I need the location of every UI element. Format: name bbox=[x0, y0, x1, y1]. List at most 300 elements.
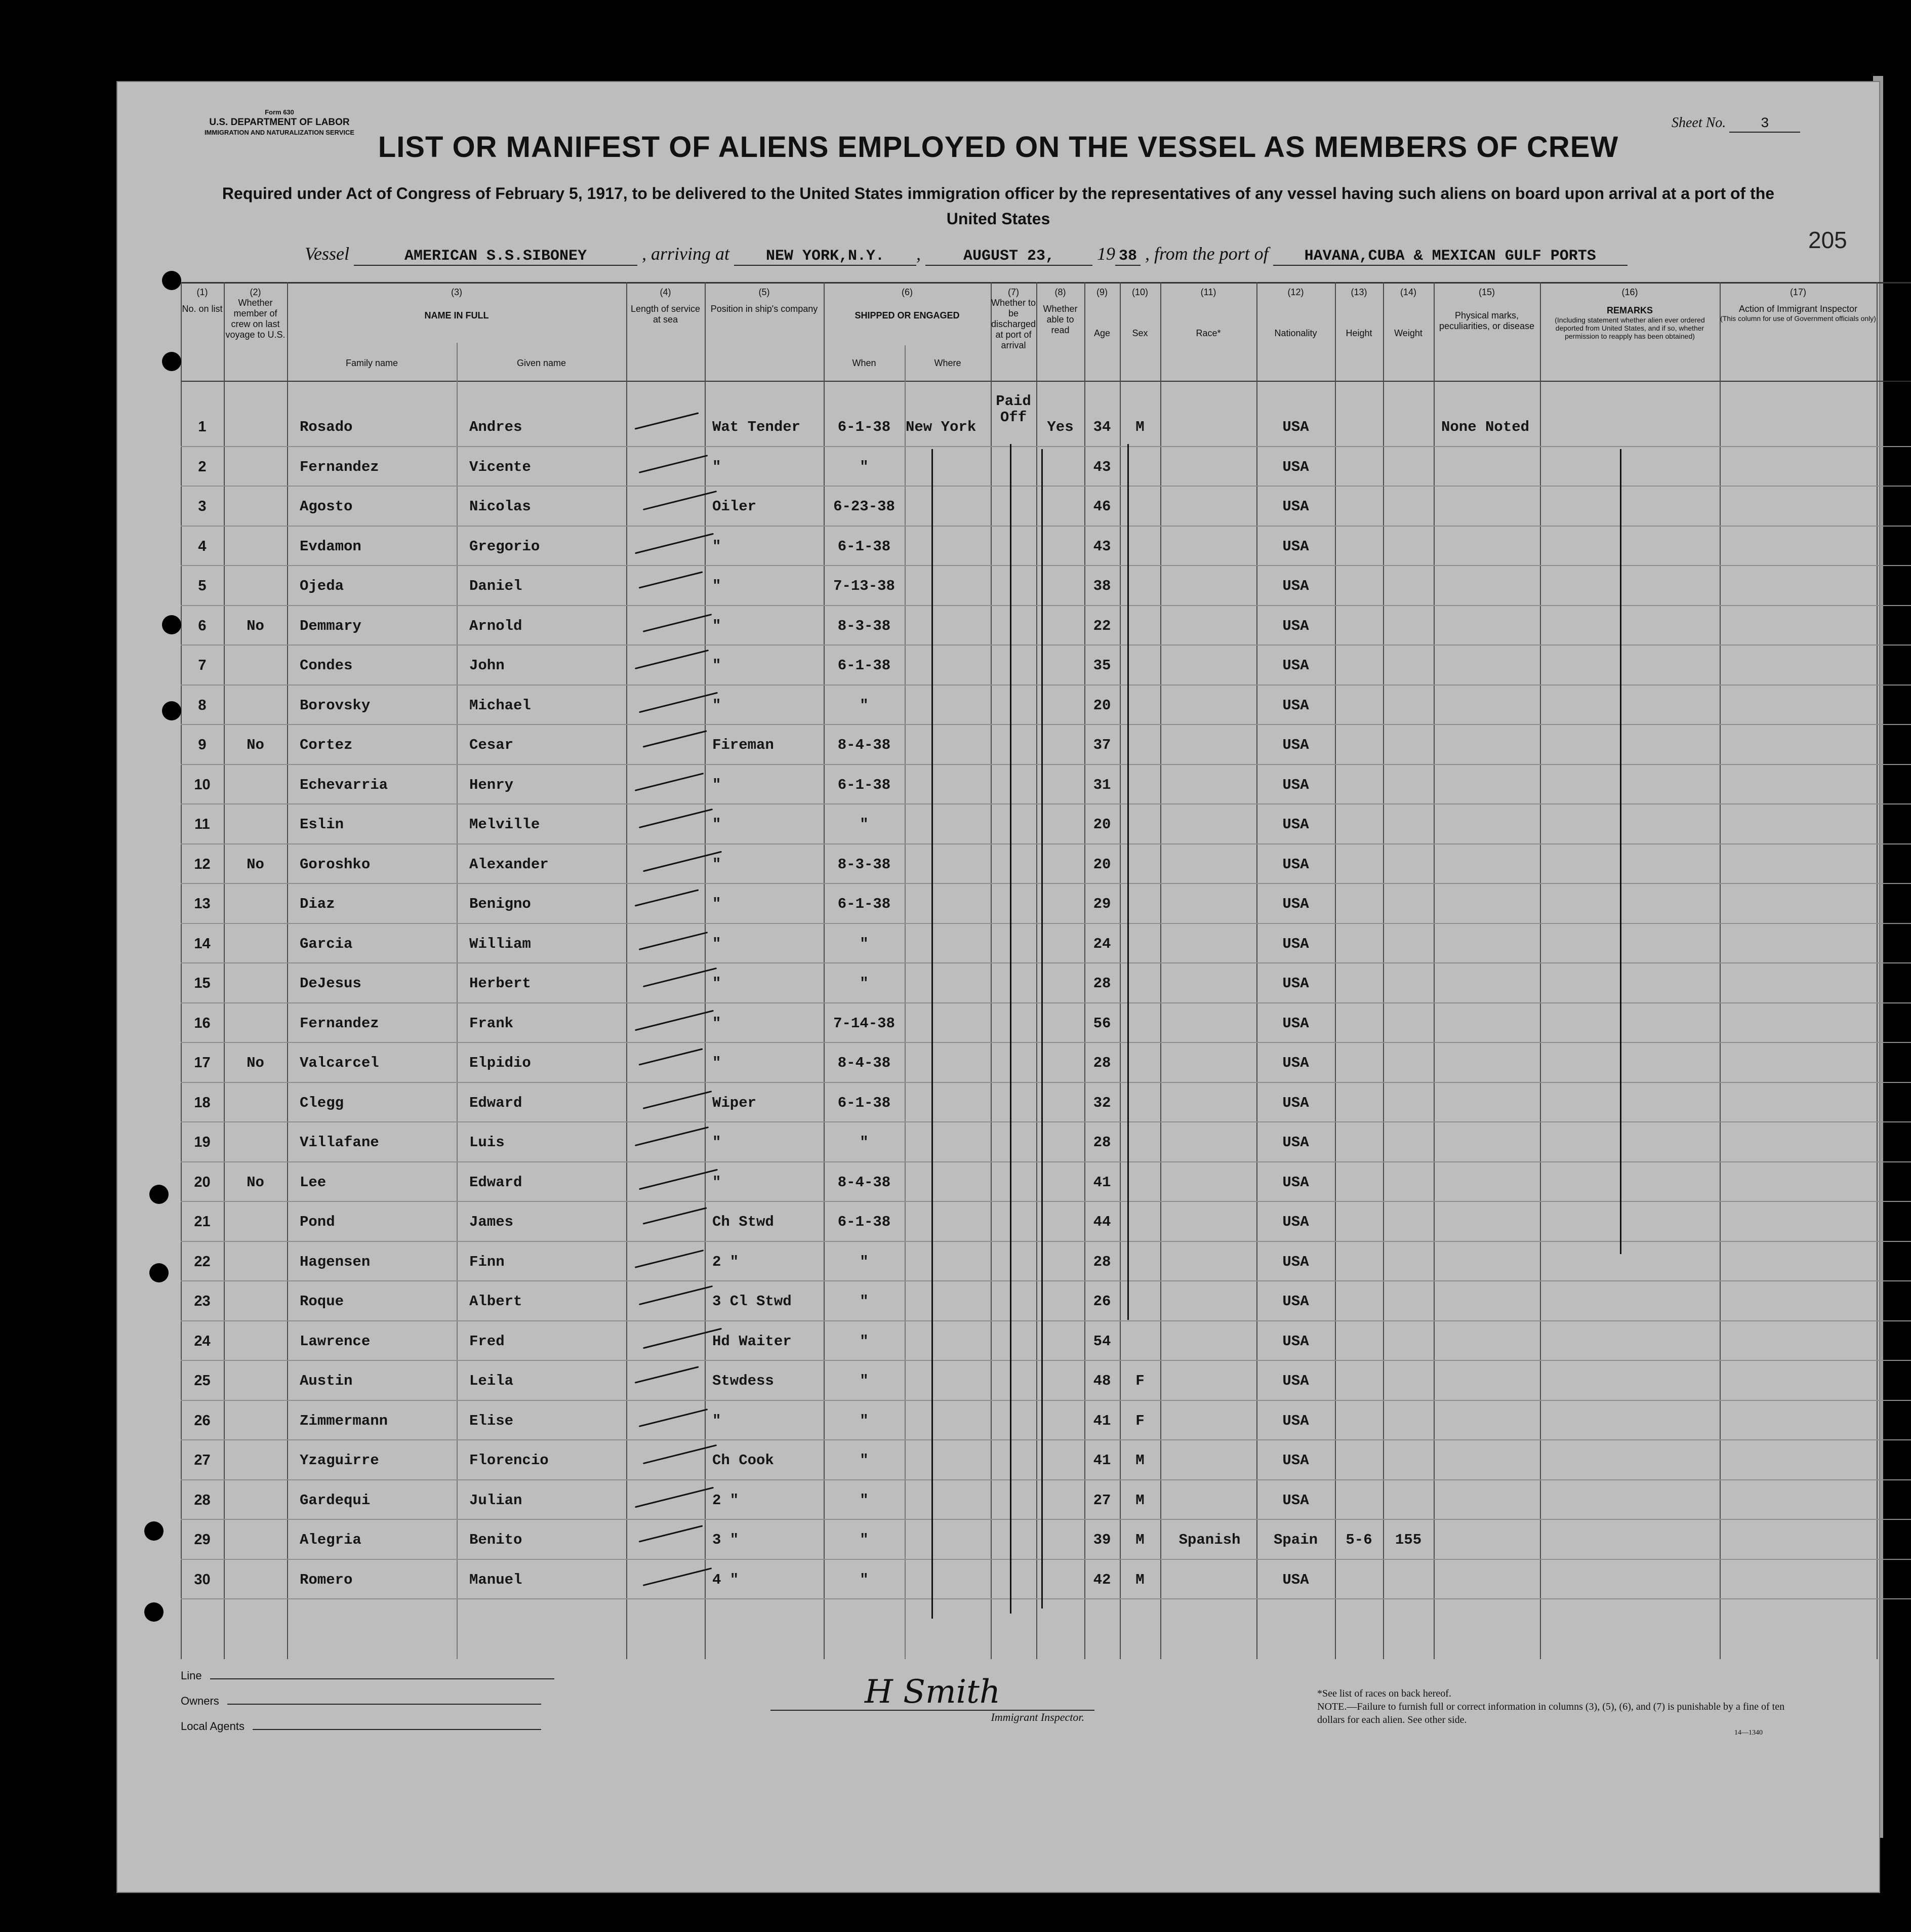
department-name: U.S. DEPARTMENT OF LABOR bbox=[209, 117, 350, 128]
cell-nationality: USA bbox=[1282, 1134, 1309, 1151]
cell-position: " bbox=[712, 1412, 721, 1429]
row-rule bbox=[181, 724, 1911, 725]
cell-family: Cortez bbox=[300, 737, 353, 753]
cell-family: Ojeda bbox=[300, 578, 344, 594]
cell-weight: 155 bbox=[1395, 1532, 1422, 1548]
cell-position: " bbox=[712, 458, 721, 475]
cell-when: " bbox=[860, 935, 869, 952]
cell-nationality: USA bbox=[1282, 1412, 1309, 1429]
row-rule bbox=[181, 1360, 1911, 1361]
cell-given: Herbert bbox=[469, 975, 531, 992]
cell-given: Leila bbox=[469, 1373, 514, 1389]
cell-family: Lawrence bbox=[300, 1333, 371, 1350]
cell-family: Hagensen bbox=[300, 1253, 371, 1270]
cell-age: 32 bbox=[1093, 1094, 1111, 1111]
cell-when: " bbox=[860, 1333, 869, 1350]
cell-family: Fernandez bbox=[300, 1015, 379, 1032]
vessel-label: Vessel bbox=[305, 244, 349, 264]
cell-no: 8 bbox=[198, 697, 207, 713]
cell-no: 25 bbox=[194, 1373, 211, 1389]
row-rule bbox=[181, 526, 1911, 527]
col3b-header: Given name bbox=[516, 358, 566, 368]
service-length-stroke bbox=[643, 1091, 712, 1109]
row-rule bbox=[181, 1002, 1911, 1003]
cell-position: " bbox=[712, 1015, 721, 1032]
cell-when: 6-1-38 bbox=[837, 657, 891, 674]
cell-prev: No bbox=[247, 1055, 264, 1071]
cell-position: 2 " bbox=[712, 1253, 739, 1270]
col-rule bbox=[1383, 282, 1384, 1659]
row-rule bbox=[181, 1241, 1911, 1242]
col-rule bbox=[991, 282, 992, 1659]
cell-sex: M bbox=[1135, 419, 1145, 435]
binder-hole bbox=[162, 701, 181, 720]
col6-header: (6) SHIPPED OR ENGAGED bbox=[855, 287, 960, 320]
cell-no: 3 bbox=[198, 498, 207, 514]
cell-nationality: USA bbox=[1282, 737, 1309, 753]
row-rule bbox=[181, 803, 1911, 804]
ditto-mark-read bbox=[1041, 449, 1043, 1608]
service-length-stroke bbox=[635, 1010, 714, 1031]
cell-age: 31 bbox=[1093, 776, 1111, 793]
cell-given: Benito bbox=[469, 1532, 522, 1548]
service-length-stroke bbox=[639, 1285, 713, 1305]
cell-age: 27 bbox=[1093, 1492, 1111, 1509]
cell-position: " bbox=[712, 538, 721, 555]
cell-given: Alexander bbox=[469, 856, 549, 873]
cell-prev: No bbox=[247, 1174, 264, 1191]
vessel-name: AMERICAN S.S.SIBONEY bbox=[354, 248, 637, 266]
cell-no: 17 bbox=[194, 1055, 211, 1071]
cell-when: " bbox=[860, 975, 869, 992]
row-rule bbox=[181, 1121, 1911, 1122]
service-length-stroke bbox=[643, 1327, 722, 1349]
service-length-stroke bbox=[639, 1048, 703, 1065]
cell-sex: M bbox=[1135, 1492, 1145, 1509]
cell-no: 16 bbox=[194, 1015, 211, 1031]
cell-position: Oiler bbox=[712, 498, 757, 515]
cell-when: " bbox=[860, 1492, 869, 1509]
cell-given: Arnold bbox=[469, 617, 522, 634]
col14-header: (14) Weight bbox=[1394, 287, 1422, 338]
cell-given: Albert bbox=[469, 1293, 522, 1310]
cell-position: " bbox=[712, 896, 721, 912]
col-rule bbox=[224, 282, 225, 1659]
service-length-stroke bbox=[643, 968, 717, 987]
page-subtitle: Required under Act of Congress of February 5, 1917, to be delivered to the United States immigration officer by the representatives of any vessel having such aliens on board upon arrival at a port of the United States bbox=[222, 184, 1775, 228]
col3a-header: Family name bbox=[345, 358, 398, 368]
cell-nationality: USA bbox=[1282, 856, 1309, 873]
cell-nationality: USA bbox=[1282, 578, 1309, 594]
cell-nationality: USA bbox=[1282, 1174, 1309, 1191]
row-rule bbox=[181, 1042, 1911, 1043]
ditto-mark-where bbox=[931, 449, 933, 1619]
cell-no: 6 bbox=[198, 617, 207, 634]
cell-no: 27 bbox=[194, 1452, 211, 1468]
cell-family: Fernandez bbox=[300, 458, 379, 475]
cell-nationality: USA bbox=[1282, 975, 1309, 992]
col-rule bbox=[626, 282, 627, 1659]
cell-position: Wiper bbox=[712, 1094, 757, 1111]
header-bottom-rule bbox=[181, 381, 1911, 382]
row-rule bbox=[181, 645, 1911, 646]
cell-age: 46 bbox=[1093, 498, 1111, 515]
col-rule bbox=[1540, 282, 1541, 1659]
cell-sex: M bbox=[1135, 1532, 1145, 1548]
cell-no: 1 bbox=[198, 419, 207, 435]
cell-nationality: USA bbox=[1282, 617, 1309, 634]
cell-family: Rosado bbox=[300, 419, 353, 435]
cell-when: " bbox=[860, 1373, 869, 1389]
cell-position: " bbox=[712, 776, 721, 793]
cell-position: " bbox=[712, 816, 721, 833]
service-length-stroke bbox=[639, 455, 708, 473]
cell-no: 28 bbox=[194, 1492, 211, 1508]
cell-when: 6-1-38 bbox=[837, 896, 891, 912]
cell-when: 6-1-38 bbox=[837, 419, 891, 435]
cell-sex: M bbox=[1135, 1571, 1145, 1588]
line-label: Line bbox=[181, 1669, 202, 1682]
cell-no: 18 bbox=[194, 1094, 211, 1111]
cell-age: 26 bbox=[1093, 1293, 1111, 1310]
year-prefix: 19 bbox=[1097, 244, 1115, 264]
cell-position: " bbox=[712, 657, 721, 674]
col-rule bbox=[457, 343, 458, 1659]
cell-age: 56 bbox=[1093, 1015, 1111, 1032]
sheet-number-value: 3 bbox=[1729, 116, 1800, 133]
cell-given: Cesar bbox=[469, 737, 514, 753]
cell-given: Vicente bbox=[469, 458, 531, 475]
cell-no: 21 bbox=[194, 1214, 211, 1230]
cell-given: Frank bbox=[469, 1015, 514, 1032]
service-length-stroke bbox=[643, 491, 717, 510]
row-rule bbox=[181, 1201, 1911, 1202]
cell-given: Gregorio bbox=[469, 538, 540, 555]
cell-nationality: USA bbox=[1282, 816, 1309, 833]
cell-marks: None Noted bbox=[1441, 419, 1530, 435]
cell-family: Valcarcel bbox=[300, 1055, 379, 1071]
col9-header: (9) Age bbox=[1093, 287, 1111, 338]
row-rule bbox=[181, 923, 1911, 924]
cell-family: Alegria bbox=[300, 1532, 361, 1548]
cell-family: Zimmermann bbox=[300, 1412, 388, 1429]
cell-no: 11 bbox=[194, 816, 210, 832]
row-rule bbox=[181, 1161, 1911, 1162]
cell-family: Roque bbox=[300, 1293, 344, 1310]
cell-nationality: USA bbox=[1282, 935, 1309, 952]
service-length-stroke bbox=[639, 571, 703, 588]
cell-no: 2 bbox=[198, 458, 207, 475]
cell-when: " bbox=[860, 1571, 869, 1588]
row-rule bbox=[181, 1519, 1911, 1520]
row-rule bbox=[181, 883, 1911, 884]
col10-header: (10) Sex bbox=[1131, 287, 1148, 338]
col13-header: (13) Height bbox=[1346, 287, 1372, 338]
cell-nationality: USA bbox=[1282, 1094, 1309, 1111]
cell-no: 10 bbox=[194, 776, 211, 793]
cell-position: " bbox=[712, 1134, 721, 1151]
cell-given: Julian bbox=[469, 1492, 522, 1509]
cell-position: 3 Cl Stwd bbox=[712, 1293, 792, 1310]
departure-port: HAVANA,CUBA & MEXICAN GULF PORTS bbox=[1273, 248, 1628, 266]
cell-where: New York bbox=[906, 419, 977, 435]
cell-prev: No bbox=[247, 617, 264, 634]
service-length-stroke bbox=[639, 692, 718, 713]
cell-age: 41 bbox=[1093, 1452, 1111, 1469]
cell-given: William bbox=[469, 935, 531, 952]
col6a-header: When bbox=[852, 358, 876, 368]
col-rule bbox=[1434, 282, 1435, 1659]
col-rule bbox=[1036, 282, 1037, 1659]
cell-when: 8-4-38 bbox=[837, 1055, 891, 1071]
cell-position: " bbox=[712, 1055, 721, 1071]
owners-label: Owners bbox=[181, 1695, 219, 1707]
col1-header: (1) No. on list bbox=[182, 287, 223, 314]
binder-hole bbox=[144, 1521, 164, 1541]
cell-given: Luis bbox=[469, 1134, 505, 1151]
form-number: Form 630 bbox=[265, 108, 294, 116]
cell-no: 30 bbox=[194, 1571, 211, 1588]
owners-field bbox=[181, 1695, 541, 1708]
cell-prev: No bbox=[247, 856, 264, 873]
col15-header: (15) Physical marks, peculiarities, or disease bbox=[1439, 287, 1535, 331]
cell-nationality: USA bbox=[1282, 1293, 1309, 1310]
cell-given: Fred bbox=[469, 1333, 505, 1350]
row-rule bbox=[181, 962, 1911, 963]
cell-position: " bbox=[712, 617, 721, 634]
race-footnote: *See list of races on back hereof. bbox=[1317, 1688, 1451, 1699]
cell-no: 14 bbox=[194, 935, 211, 952]
cell-age: 20 bbox=[1093, 816, 1111, 833]
manifest-sheet bbox=[116, 81, 1880, 1893]
service-length-stroke bbox=[643, 1567, 712, 1586]
service-length-stroke bbox=[643, 730, 707, 747]
row-rule bbox=[181, 1400, 1911, 1401]
cell-given: Daniel bbox=[469, 578, 522, 594]
col-rule bbox=[1877, 282, 1878, 1659]
cell-race: Spanish bbox=[1178, 1532, 1241, 1548]
owners-blank bbox=[227, 1704, 541, 1705]
cell-when: 8-3-38 bbox=[837, 856, 891, 873]
cell-no: 29 bbox=[194, 1532, 211, 1548]
col-rule bbox=[1160, 282, 1161, 1659]
cell-given: Elpidio bbox=[469, 1055, 531, 1071]
cell-family: Clegg bbox=[300, 1094, 344, 1111]
cell-when: 6-23-38 bbox=[833, 498, 895, 515]
cell-no: 9 bbox=[198, 737, 207, 753]
service-length-stroke bbox=[635, 773, 704, 791]
cell-family: Agosto bbox=[300, 498, 353, 515]
cell-when: " bbox=[860, 1532, 869, 1548]
inspector-label: Immigrant Inspector. bbox=[770, 1710, 1094, 1724]
cell-no: 13 bbox=[194, 896, 211, 912]
cell-given: Andres bbox=[469, 419, 522, 435]
cell-given: Florencio bbox=[469, 1452, 549, 1469]
service-length-stroke bbox=[635, 889, 699, 906]
cell-when: 8-4-38 bbox=[837, 737, 891, 753]
cell-age: 20 bbox=[1093, 856, 1111, 873]
cell-family: Evdamon bbox=[300, 538, 361, 555]
col-rule bbox=[1720, 282, 1721, 1659]
cell-nationality: USA bbox=[1282, 1452, 1309, 1469]
service-length-stroke bbox=[635, 1486, 714, 1508]
service-length-stroke bbox=[635, 412, 699, 429]
cell-position: 3 " bbox=[712, 1532, 739, 1548]
inspector-signature-block bbox=[770, 1674, 1094, 1724]
col2-header: (2) Whether member of crew on last voyage to U.S. bbox=[225, 287, 286, 340]
footnote-block bbox=[1317, 1687, 1813, 1740]
cell-age: 43 bbox=[1093, 538, 1111, 555]
binder-hole bbox=[162, 352, 181, 371]
cell-when: 6-1-38 bbox=[837, 776, 891, 793]
cell-given: Finn bbox=[469, 1253, 505, 1270]
cell-given: Michael bbox=[469, 697, 531, 714]
cell-age: 28 bbox=[1093, 1253, 1111, 1270]
cell-nationality: USA bbox=[1282, 697, 1309, 714]
col3-header: (3) NAME IN FULL bbox=[424, 287, 489, 320]
table-top-rule bbox=[181, 282, 1911, 284]
row-rule bbox=[181, 685, 1911, 686]
binder-hole bbox=[144, 1602, 164, 1622]
cell-when: 7-13-38 bbox=[833, 578, 895, 594]
cell-age: 20 bbox=[1093, 697, 1111, 714]
service-length-stroke bbox=[639, 809, 713, 828]
form-code: 14—1340 bbox=[1734, 1729, 1763, 1737]
cell-nationality: USA bbox=[1282, 458, 1309, 475]
cell-no: 19 bbox=[194, 1134, 211, 1150]
cell-when: " bbox=[860, 1293, 869, 1310]
binder-hole bbox=[162, 271, 181, 290]
vessel-line: Vessel AMERICAN S.S.SIBONEY , arriving at NEW YORK,N.Y. , AUGUST 23, 19 38 , from the port of HAVANA,CUBA & MEXICAN GULF PORTS bbox=[305, 243, 1628, 266]
col-rule bbox=[1335, 282, 1336, 1659]
cell-when: 8-3-38 bbox=[837, 617, 891, 634]
row-rule bbox=[181, 565, 1911, 566]
cell-when: " bbox=[860, 1412, 869, 1429]
cell-no: 7 bbox=[198, 657, 207, 673]
binder-hole bbox=[149, 1263, 169, 1282]
inspector-signature: H Smith bbox=[864, 1673, 1001, 1711]
cell-nationality: USA bbox=[1282, 498, 1309, 515]
cell-given: Henry bbox=[469, 776, 514, 793]
binder-hole bbox=[162, 615, 181, 634]
binder-hole bbox=[149, 1185, 169, 1204]
cell-age: 29 bbox=[1093, 896, 1111, 912]
cell-when: 6-1-38 bbox=[837, 538, 891, 555]
cell-sex: F bbox=[1135, 1412, 1145, 1429]
agents-blank bbox=[253, 1729, 541, 1730]
cell-position: " bbox=[712, 975, 721, 992]
col4-header: (4) Length of service at sea bbox=[630, 287, 701, 325]
from-port-label: , from the port of bbox=[1145, 244, 1269, 264]
cell-nationality: USA bbox=[1282, 1571, 1309, 1588]
col6b-header: Where bbox=[934, 358, 961, 368]
cell-age: 38 bbox=[1093, 578, 1111, 594]
cell-nationality: USA bbox=[1282, 1055, 1309, 1071]
col-rule bbox=[287, 282, 288, 1659]
cell-family: Villafane bbox=[300, 1134, 379, 1151]
cell-family: Diaz bbox=[300, 896, 335, 912]
service-length-stroke bbox=[639, 1525, 703, 1542]
cell-age: 43 bbox=[1093, 458, 1111, 475]
cell-no: 20 bbox=[194, 1174, 211, 1190]
cell-position: 4 " bbox=[712, 1571, 739, 1588]
crew-table bbox=[181, 282, 1911, 1659]
col7-header: (7) Whether to be discharged at port of arrival bbox=[991, 287, 1036, 350]
col17-header: (17) Action of Immigrant Inspector (This column for use of Government officials only) bbox=[1720, 287, 1876, 323]
cell-family: Borovsky bbox=[300, 697, 371, 714]
col12-header: (12) Nationality bbox=[1274, 287, 1317, 338]
cell-position: Ch Stwd bbox=[712, 1214, 774, 1230]
cell-no: 4 bbox=[198, 538, 207, 554]
cell-no: 23 bbox=[194, 1293, 211, 1309]
cell-when: 8-4-38 bbox=[837, 1174, 891, 1191]
cell-given: Manuel bbox=[469, 1571, 522, 1588]
fine-note: —Failure to furnish full or correct information in columns (3), (5), (6), and (7) is punishable by a fine of ten dollars for each alien. See other side. bbox=[1317, 1701, 1785, 1725]
cell-age: 39 bbox=[1093, 1532, 1111, 1548]
cell-nationality: USA bbox=[1282, 657, 1309, 674]
service-length-stroke bbox=[635, 1250, 704, 1268]
cell-age: 54 bbox=[1093, 1333, 1111, 1350]
cell-age: 44 bbox=[1093, 1214, 1111, 1230]
cell-age: 42 bbox=[1093, 1571, 1111, 1588]
cell-given: Edward bbox=[469, 1174, 522, 1191]
cell-no: 15 bbox=[194, 975, 211, 991]
row-rule bbox=[181, 1082, 1911, 1083]
cell-nationality: USA bbox=[1282, 1015, 1309, 1032]
cell-when: " bbox=[860, 1452, 869, 1469]
cell-family: Echevarria bbox=[300, 776, 388, 793]
cell-given: Nicolas bbox=[469, 498, 531, 515]
cell-age: 41 bbox=[1093, 1412, 1111, 1429]
cell-nationality: USA bbox=[1282, 1373, 1309, 1389]
cell-sex: M bbox=[1135, 1452, 1145, 1469]
note-label: NOTE. bbox=[1317, 1701, 1347, 1712]
cell-when: 7-14-38 bbox=[833, 1015, 895, 1032]
line-field bbox=[181, 1669, 554, 1682]
row-rule bbox=[181, 1280, 1911, 1281]
cell-position: Fireman bbox=[712, 737, 774, 753]
cell-no: 12 bbox=[194, 856, 211, 872]
arrival-date: AUGUST 23, bbox=[925, 248, 1092, 266]
service-length-stroke bbox=[639, 1408, 708, 1427]
cell-nationality: USA bbox=[1282, 538, 1309, 555]
cell-family: Yzaguirre bbox=[300, 1452, 379, 1469]
row-rule bbox=[181, 446, 1911, 447]
cell-nationality: USA bbox=[1282, 1333, 1309, 1350]
row-rule bbox=[181, 486, 1911, 487]
cell-nationality: USA bbox=[1282, 419, 1309, 435]
service-length-stroke bbox=[643, 1207, 707, 1224]
service-length-stroke bbox=[635, 1366, 699, 1383]
cell-family: DeJesus bbox=[300, 975, 361, 992]
cell-no: 22 bbox=[194, 1253, 211, 1270]
cell-when: 6-1-38 bbox=[837, 1094, 891, 1111]
cell-nationality: USA bbox=[1282, 896, 1309, 912]
cell-prev: No bbox=[247, 737, 264, 753]
cell-age: 34 bbox=[1093, 419, 1111, 435]
cell-position: 2 " bbox=[712, 1492, 739, 1509]
cell-age: 41 bbox=[1093, 1174, 1111, 1191]
cell-nationality: USA bbox=[1282, 1492, 1309, 1509]
cell-when: " bbox=[860, 458, 869, 475]
service-length-stroke bbox=[643, 851, 722, 872]
cell-given: Benigno bbox=[469, 896, 531, 912]
stamp-number: 205 bbox=[1808, 227, 1847, 253]
cell-age: 48 bbox=[1093, 1373, 1111, 1389]
cell-given: Elise bbox=[469, 1412, 514, 1429]
row-rule bbox=[181, 605, 1911, 606]
col11-header: (11) Race* bbox=[1196, 287, 1221, 338]
